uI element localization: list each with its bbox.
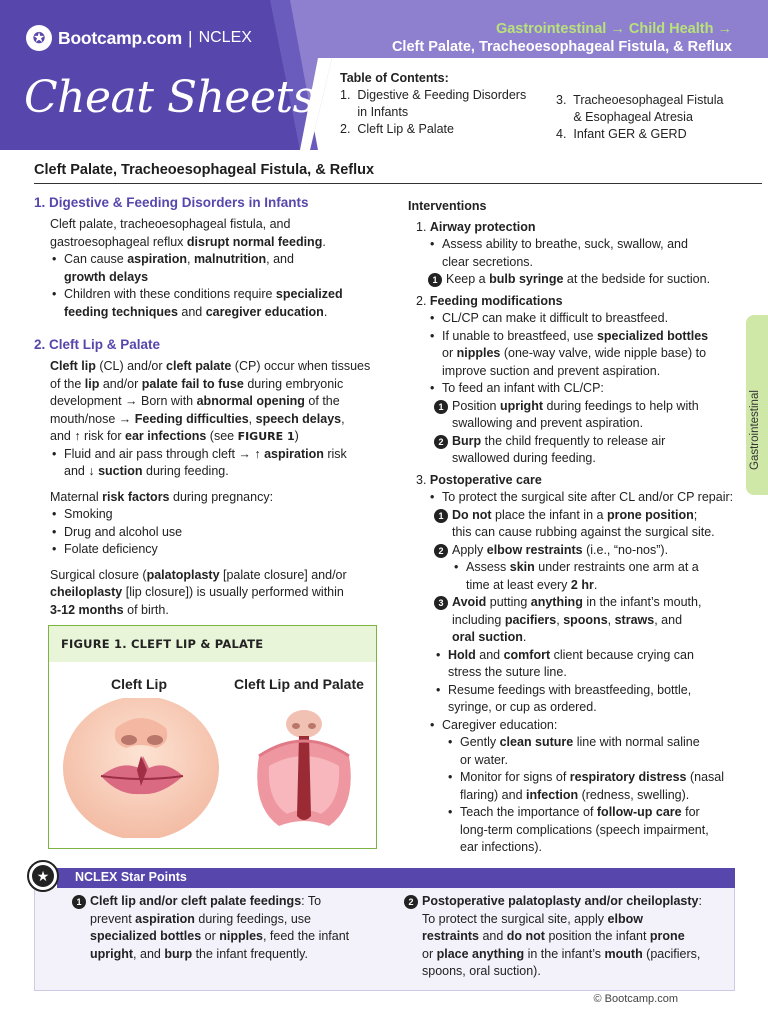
toc-item-2[interactable]: 2. Cleft Lip & Palate <box>340 122 454 136</box>
bullet-list <box>434 647 738 717</box>
table-of-contents <box>340 70 526 138</box>
bullet-list <box>428 717 738 735</box>
cleft-lip-illustration <box>61 698 221 838</box>
toc-item-3-cont[interactable]: & Esophageal Atresia <box>556 110 693 124</box>
page-title: Cleft Palate, Tracheoesophageal Fistula, & Reflux <box>34 162 375 178</box>
caregiver-education-list <box>428 734 738 857</box>
bullet-list <box>434 559 738 594</box>
text-line: Surgical closure (palatoplasty [palate closure] and/or <box>50 567 347 582</box>
copyright-footer: © Bootcamp.com <box>593 993 678 1005</box>
list-item: • Fluid and air pass through cleft → ↑ aspiration risk and ↓ suction during feeding. <box>50 446 379 481</box>
interventions-heading: Interventions <box>408 199 487 213</box>
number-1-icon: 1 <box>428 273 442 287</box>
list-item: • Can cause aspiration, malnutrition, and growth delays <box>50 251 379 286</box>
section-2-heading: 2. Cleft Lip & Palate <box>34 337 161 352</box>
number-1-icon: 1 <box>434 400 448 414</box>
side-tab-gastrointestinal[interactable] <box>746 315 768 495</box>
numbered-item: 1 Position upright during feedings to help with swallowing and prevent aspiration. <box>434 398 738 433</box>
number-3-icon: 3 <box>434 596 448 610</box>
section-2-body <box>34 358 379 619</box>
number-2-icon: 2 <box>434 544 448 558</box>
bullet-list <box>428 236 738 271</box>
toc-item-1-cont[interactable]: in Infants <box>340 105 409 119</box>
list-item: • Monitor for signs of respiratory distress (nasal flaring) and infection (redness, swelling). <box>446 769 738 804</box>
text-line: 2. Feeding modifications <box>416 293 563 308</box>
right-column <box>408 198 738 857</box>
breadcrumb-topic: Cleft Palate, Tracheoesophageal Fistula, & Reflux <box>391 39 732 55</box>
list-item: • Teach the importance of follow-up care for long-term complications (speech impairment, ear infections). <box>446 804 738 857</box>
list-item: • Assess skin under restraints one arm at a time at least every 2 hr. <box>452 559 738 594</box>
numbered-item: 1 Do not place the infant in a prone position; this can cause rubbing against the surgical site. <box>434 507 738 542</box>
toc-item-4[interactable]: 4. Infant GER & GERD <box>556 127 687 141</box>
star-icon: ★ <box>27 860 59 892</box>
toc-item-3[interactable]: 3. Tracheoesophageal Fistula <box>556 93 724 107</box>
text-line: Maternal risk factors during pregnancy: <box>50 489 274 504</box>
list-item: • Hold and comfort client because crying can stress the suture line. <box>434 647 738 682</box>
list-item: • Smoking <box>50 506 379 524</box>
section-1-heading: 1. Digestive & Feeding Disorders in Infants <box>34 195 309 210</box>
intervention-1 <box>408 219 738 289</box>
numbered-item: 2 Apply elbow restraints (i.e., “no-nos”). <box>434 542 738 560</box>
side-tab-label: Gastrointestinal <box>749 390 761 470</box>
number-2-icon: 2 <box>434 435 448 449</box>
bullet-list <box>50 251 379 321</box>
list-item: • If unable to breastfeed, use specialized bottles or nipples (one-way valve, wide nipple base) to improve suction and prevent aspiration. <box>428 328 738 381</box>
product-name: NCLEX <box>198 29 252 46</box>
numbered-item: 3 Avoid putting anything in the infant’s mouth, including pacifiers, spoons, straws, and oral suction. <box>434 594 738 647</box>
numbered-item: 2 Burp the child frequently to release air swallowed during feeding. <box>434 433 738 468</box>
cleft-palate-illustration <box>249 706 359 836</box>
text-line: of the lip and/or palate fail to fuse during embryonic <box>50 376 344 391</box>
list-item: • Drug and alcohol use <box>50 524 379 542</box>
list-item: • Caregiver education: <box>428 717 738 735</box>
bullet-list <box>428 489 738 507</box>
brand-logo[interactable] <box>26 25 252 51</box>
number-1-icon: 1 <box>434 509 448 523</box>
text-line: mouth/nose → Feeding difficulties, speech delays, <box>50 411 345 426</box>
brand-separator: | <box>188 27 193 48</box>
cheat-sheets-script: Cheat Sheets <box>24 72 315 123</box>
toc-title: Table of Contents: <box>340 71 449 85</box>
list-item: • To feed an infant with CL/CP: <box>428 380 738 398</box>
title-divider <box>34 183 762 184</box>
star-point-1: 1 Cleft lip and/or cleft palate feedings: To prevent aspiration during feedings, use specialized bottles or nipples, feed the infant upright, and burp the infant frequently. <box>72 893 372 963</box>
list-item: • Folate deficiency <box>50 541 379 559</box>
star-point-2: 2 Postoperative palatoplasty and/or cheiloplasty: To protect the surgical site, apply elbow restraints and do not position the infant prone or place anything in the infant’s mouth (pacifiers, spoons, oral suction). <box>404 893 730 981</box>
text-line: cheiloplasty [lip closure]) is usually performed within <box>50 585 344 599</box>
breadcrumb-path: Gastrointestinal → Child Health → <box>495 21 732 37</box>
text-line: 1. Airway protection <box>416 219 536 234</box>
section-1-body <box>34 216 379 321</box>
bullet-list <box>50 446 379 481</box>
list-item: • Children with these conditions require specialized feeding techniques and caregiver education. <box>50 286 379 321</box>
text-line: development → Born with abnormal opening of the <box>50 394 340 408</box>
brand-name: Bootcamp.com <box>58 27 183 48</box>
figure-label-cleft-lip: Cleft Lip <box>111 676 167 692</box>
number-2-icon: 2 <box>404 895 418 909</box>
figure-1 <box>48 625 377 849</box>
star-points-heading: NCLEX Star Points <box>57 868 735 888</box>
figure-reference[interactable]: FIGURE 1 <box>237 430 295 443</box>
list-item: • Resume feedings with breastfeeding, bottle, syringe, or cup as ordered. <box>434 682 738 717</box>
toc-item-1[interactable]: 1. Digestive & Feeding Disorders <box>340 88 527 102</box>
breadcrumb <box>392 20 732 56</box>
text-line: and ↑ risk for ear infections (see FIGURE 1) <box>50 429 299 443</box>
text-line: Cleft lip (CL) and/or cleft palate (CP) occur when tissues <box>50 359 371 373</box>
numbered-item: 1 Keep a bulb syringe at the bedside for suction. <box>428 271 738 289</box>
risk-factor-list <box>50 506 379 559</box>
text-line: gastroesophageal reflux disrupt normal feeding. <box>50 234 326 249</box>
left-column <box>34 195 379 619</box>
intervention-2 <box>408 293 738 468</box>
list-item: • Gently clean suture line with normal saline or water. <box>446 734 738 769</box>
number-1-icon: 1 <box>72 895 86 909</box>
text-line: Cleft palate, tracheoesophageal fistula, and <box>50 217 291 231</box>
text-line: 3. Postoperative care <box>416 472 542 487</box>
table-of-contents-col2 <box>556 92 723 143</box>
text-line: 3-12 months of birth. <box>50 602 169 617</box>
intervention-3 <box>408 472 738 857</box>
list-item: • CL/CP can make it difficult to breastfeed. <box>428 310 738 328</box>
figure-title: FIGURE 1. CLEFT LIP & PALATE <box>49 626 376 662</box>
figure-label-cleft-lip-palate: Cleft Lip and Palate <box>234 676 364 692</box>
bullet-list <box>428 310 738 398</box>
list-item: • To protect the surgical site after CL and/or CP repair: <box>428 489 738 507</box>
list-item: • Assess ability to breathe, suck, swallow, and clear secretions. <box>428 236 738 271</box>
star-badge-icon: ✪ <box>26 25 52 51</box>
